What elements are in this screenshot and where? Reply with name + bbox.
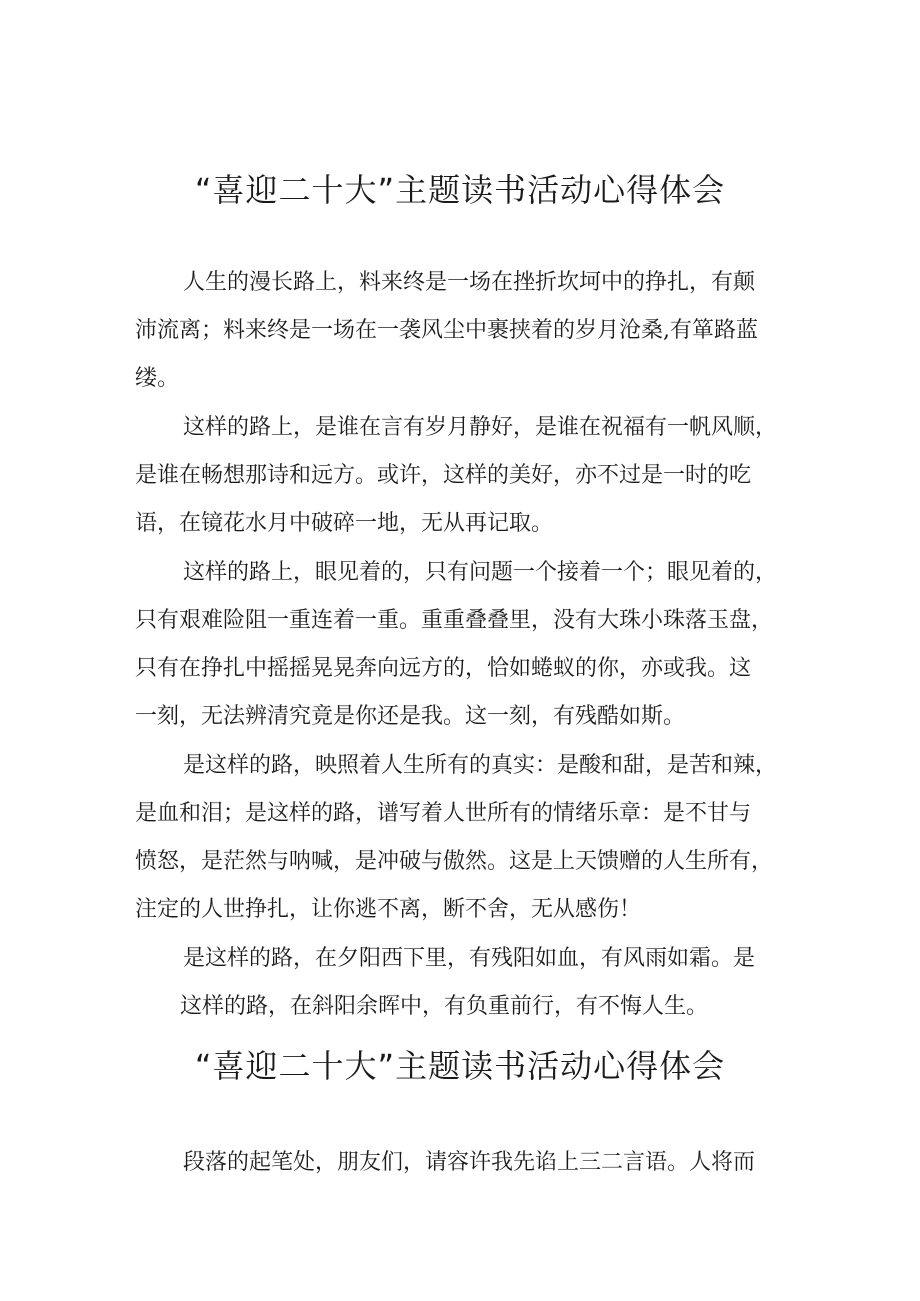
paragraph-line: 这样的路上，眼见着的，只有问题一个接着一个；眼见着的， xyxy=(183,560,778,585)
article-title: “喜迎二十大”主题读书活动心得体会 xyxy=(194,1047,726,1085)
paragraph-line: 段落的起笔处，朋友们，请容许我先谄上三二言语。人将而 xyxy=(183,1150,756,1175)
paragraph-line: 一刻，无法辨清究竟是你还是我。这一刻，有残酷如斯。 xyxy=(135,704,686,729)
paragraph-line: 缕。 xyxy=(135,366,180,391)
article-title: “喜迎二十大”主题读书活动心得体会 xyxy=(194,171,726,209)
paragraph-line: 是这样的路，映照着人生所有的真实：是酸和甜，是苦和辣， xyxy=(183,753,778,778)
paragraph-line: 只有艰难险阻一重连着一重。重重叠叠里，没有大珠小珠落玉盘， xyxy=(135,608,774,633)
paragraph-line: 是这样的路，在夕阳西下里，有残阳如血，有风雨如霜。是 xyxy=(183,946,756,971)
paragraph-line: 愤怒，是茫然与呐喊，是冲破与傲然。这是上天馈赠的人生所有， xyxy=(135,849,774,874)
paragraph-line: 沛流离；料来终是一场在一袭风尘中裹挟着的岁月沧桑,有箪路蓝 xyxy=(135,318,758,343)
paragraph-line: 语，在镜花水月中破碎一地，无从再记取。 xyxy=(135,511,554,536)
paragraph-line: 人生的漫长路上，料来终是一场在挫折坎坷中的挣扎，有颠 xyxy=(183,270,756,295)
paragraph-line: 只有在挣扎中摇摇晃晃奔向远方的，恰如蜷蚁的你，亦或我。这 xyxy=(135,656,752,681)
paragraph-line: 这样的路上，是谁在言有岁月静好，是谁在祝福有一帆风顺， xyxy=(183,415,778,440)
paragraph-line: 是血和泪；是这样的路，谱写着人世所有的情绪乐章：是不甘与 xyxy=(135,801,752,826)
paragraph-line: 注定的人世挣扎，让你逃不离，断不舍，无从感伤！ xyxy=(135,897,642,922)
paragraph-line: 这样的路，在斜阳余晖中，有负重前行，有不悔人生。 xyxy=(180,994,709,1019)
paragraph-line: 是谁在畅想那诗和远方。或许，这样的美好，亦不过是一时的吃 xyxy=(135,463,752,488)
